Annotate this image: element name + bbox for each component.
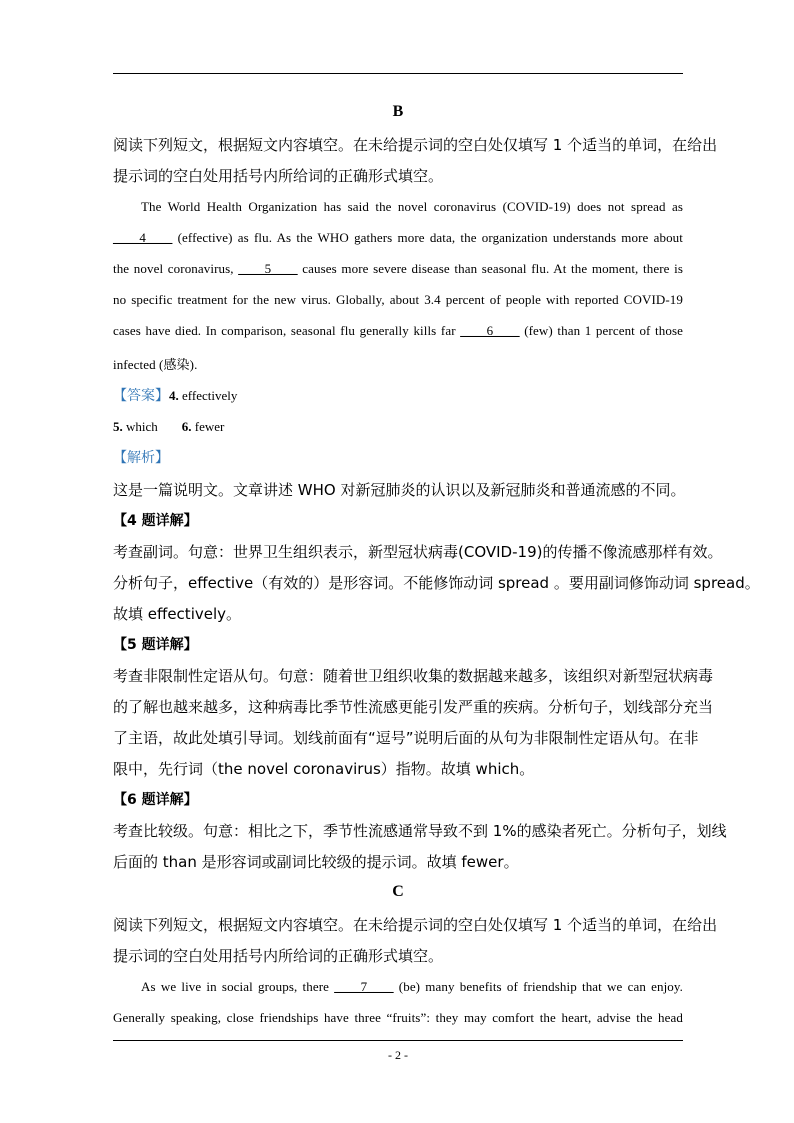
section-c-instruction-line1: 阅读下列短文，根据短文内容填空。在未给提示词的空白处仅填写 1 个适当的单词，在给出	[113, 916, 718, 934]
blank-6: ____6____	[460, 323, 520, 338]
passage-b-line4: no specific treatment for the new virus. Globally, about 3.4 percent of people with reported COVID-19	[113, 292, 683, 307]
passage-b-line5: cases have died. In comparison, seasonal flu generally kills far ____6____ (few) than 1 percent of those	[113, 323, 683, 338]
answer-line1: 【答案】4. effectively	[113, 388, 238, 404]
q4-detail-line2: 分析句子，effective（有效的）是形容词。不能修饰动词 spread 。要用副词修饰动词 spread。	[113, 574, 760, 592]
q5-detail-line4: 限中，先行词（the novel coronavirus）指物。故填 which。	[113, 760, 535, 778]
section-c-heading: C	[392, 883, 404, 900]
q4-detail-line3: 故填 effectively。	[113, 605, 242, 623]
passage-b-line1: The World Health Organization has said the novel coronavirus (COVID-19) does not spread as	[141, 199, 683, 214]
q6-detail-line1: 考查比较级。句意：相比之下，季节性流感通常导致不到 1%的感染者死亡。分析句子，划线	[113, 822, 727, 840]
q5-detail-line1: 考查非限制性定语从句。句意：随着世卫组织收集的数据越来越多，该组织对新型冠状病毒	[113, 667, 714, 685]
section-b-instruction-line1: 阅读下列短文，根据短文内容填空。在未给提示词的空白处仅填写 1 个适当的单词，在给出	[113, 136, 718, 154]
section-b-heading: B	[392, 103, 404, 120]
q4-detail-line1: 考查副词。句意：世界卫生组织表示，新型冠状病毒(COVID-19)的传播不像流感那样有效。	[113, 543, 723, 561]
q6-detail-heading: 【6 题详解】	[113, 792, 198, 808]
section-b-instruction-line2: 提示词的空白处用括号内所给词的正确形式填空。	[113, 167, 444, 185]
blank-7: ____7____	[334, 979, 394, 994]
answer-line2: 5. which 6. fewer	[113, 419, 225, 434]
answer-6: fewer	[191, 419, 225, 434]
q4-detail-heading: 【4 题详解】	[113, 513, 198, 529]
analysis-tag: 【解析】	[113, 450, 169, 466]
q6-detail-line2: 后面的 than 是形容词或副词比较级的提示词。故填 fewer。	[113, 853, 519, 871]
answer-4: effectively	[178, 388, 238, 403]
q5-detail-line3: 了主语，故此处填引导词。划线前面有“逗号”说明后面的从句为非限制性定语从句。在非	[113, 729, 699, 747]
q5-detail-line2: 的了解也越来越多，这种病毒比季节性流感更能引发严重的疾病。分析句子，划线部分充当	[113, 698, 714, 716]
passage-b-line6: infected (感染).	[113, 357, 198, 372]
answer-5: which	[122, 419, 158, 434]
passage-c-line2: Generally speaking, close friendships have three “fruits”: they may comfort the heart, advise the head	[113, 1010, 683, 1025]
analysis-summary: 这是一篇说明文。文章讲述 WHO 对新冠肺炎的认识以及新冠肺炎和普通流感的不同。	[113, 481, 686, 499]
passage-c-line1: As we live in social groups, there ____7____ (be) many benefits of friendship that we can enjoy.	[141, 979, 683, 994]
q5-detail-heading: 【5 题详解】	[113, 637, 198, 653]
header-rule	[113, 73, 683, 74]
blank-4: ____4____	[113, 230, 173, 245]
section-c-instruction-line2: 提示词的空白处用括号内所给词的正确形式填空。	[113, 947, 444, 965]
page-number: - 2 -	[388, 1048, 408, 1062]
footer-rule	[113, 1040, 683, 1041]
blank-5: ____5____	[238, 261, 298, 276]
answer-tag: 【答案】	[113, 388, 169, 404]
passage-b-line3: the novel coronavirus, ____5____ causes more severe disease than seasonal flu. At the moment, there is	[113, 261, 683, 276]
passage-b-line2: ____4____ (effective) as flu. As the WHO gathers more data, the organization understands more about	[113, 230, 683, 245]
